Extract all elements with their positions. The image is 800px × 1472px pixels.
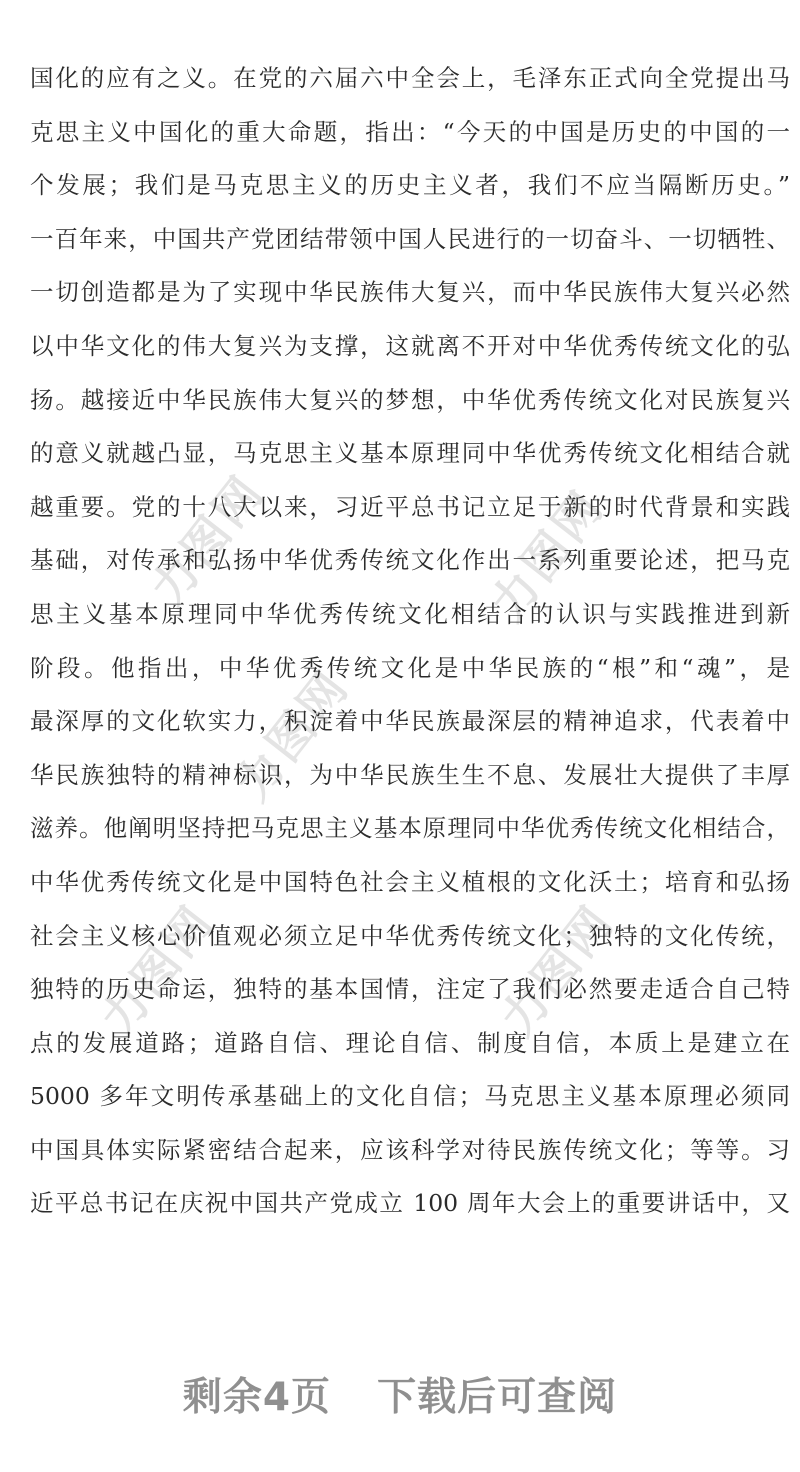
text-line: 个发展；我们是马克思主义的历史主义者，我们不应当隔断历史。” — [30, 171, 790, 200]
text-line: 越重要。党的十八大以来，习近平总书记立足于新的时代背景和实践 — [30, 492, 790, 521]
text-line: 克思主义中国化的重大命题，指出：“今天的中国是历史的中国的一 — [30, 117, 790, 146]
download-prompt-banner[interactable] — [0, 1366, 800, 1422]
text-line: 近平总书记在庆祝中国共产党成立 100 周年大会上的重要讲话中，又 — [30, 1189, 790, 1218]
text-line: 阶段。他指出，中华优秀传统文化是中华民族的“根”和“魂”，是 — [30, 653, 790, 682]
text-line: 中华优秀传统文化是中国特色社会主义植根的文化沃土；培育和弘扬 — [30, 867, 790, 896]
text-line: 思主义基本原理同中华优秀传统文化相结合的认识与实践推进到新 — [30, 599, 790, 628]
watermark: 力图网 — [139, 464, 275, 616]
text-line: 以中华文化的伟大复兴为支撑，这就离不开对中华优秀传统文化的弘 — [30, 331, 790, 360]
watermark: 力图网 — [89, 894, 225, 1046]
remaining-pages-label: 剩余4页 — [182, 1375, 332, 1420]
text-line: 一切创造都是为了实现中华民族伟大复兴，而中华民族伟大复兴必然 — [30, 278, 790, 307]
watermark: 力图网 — [224, 659, 360, 811]
download-to-view-label[interactable]: 下载后可查阅 — [377, 1375, 618, 1420]
watermark: 力图网 — [479, 479, 615, 631]
text-line: 点的发展道路；道路自信、理论自信、制度自信，本质上是建立在 — [30, 1028, 790, 1057]
text-line: 扬。越接近中华民族伟大复兴的梦想，中华优秀传统文化对民族复兴 — [30, 385, 790, 414]
text-line: 社会主义核心价值观必须立足中华优秀传统文化；独特的文化传统， — [30, 921, 790, 950]
text-line: 滋养。他阐明坚持把马克思主义基本原理同中华优秀传统文化相结合， — [30, 814, 790, 843]
text-line: 最深厚的文化软实力，积淀着中华民族最深层的精神追求，代表着中 — [30, 707, 790, 736]
document-body — [30, 58, 790, 1237]
text-line: 基础，对传承和弘扬中华优秀传统文化作出一系列重要论述，把马克 — [30, 546, 790, 575]
text-line: 中国具体实际紧密结合起来，应该科学对待民族传统文化；等等。习 — [30, 1135, 790, 1164]
text-line: 华民族独特的精神标识，为中华民族生生不息、发展壮大提供了丰厚 — [30, 760, 790, 789]
text-line: 的意义就越凸显，马克思主义基本原理同中华优秀传统文化相结合就 — [30, 439, 790, 468]
text-line: 独特的历史命运，独特的基本国情，注定了我们必然要走适合自己特 — [30, 975, 790, 1004]
text-line: 5000 多年文明传承基础上的文化自信；马克思主义基本原理必须同 — [30, 1082, 790, 1111]
watermark: 力图网 — [489, 894, 625, 1046]
text-line: 国化的应有之义。在党的六届六中全会上，毛泽东正式向全党提出马 — [30, 64, 790, 92]
text-line: 一百年来，中国共产党团结带领中国人民进行的一切奋斗、一切牺牲、 — [30, 224, 790, 253]
